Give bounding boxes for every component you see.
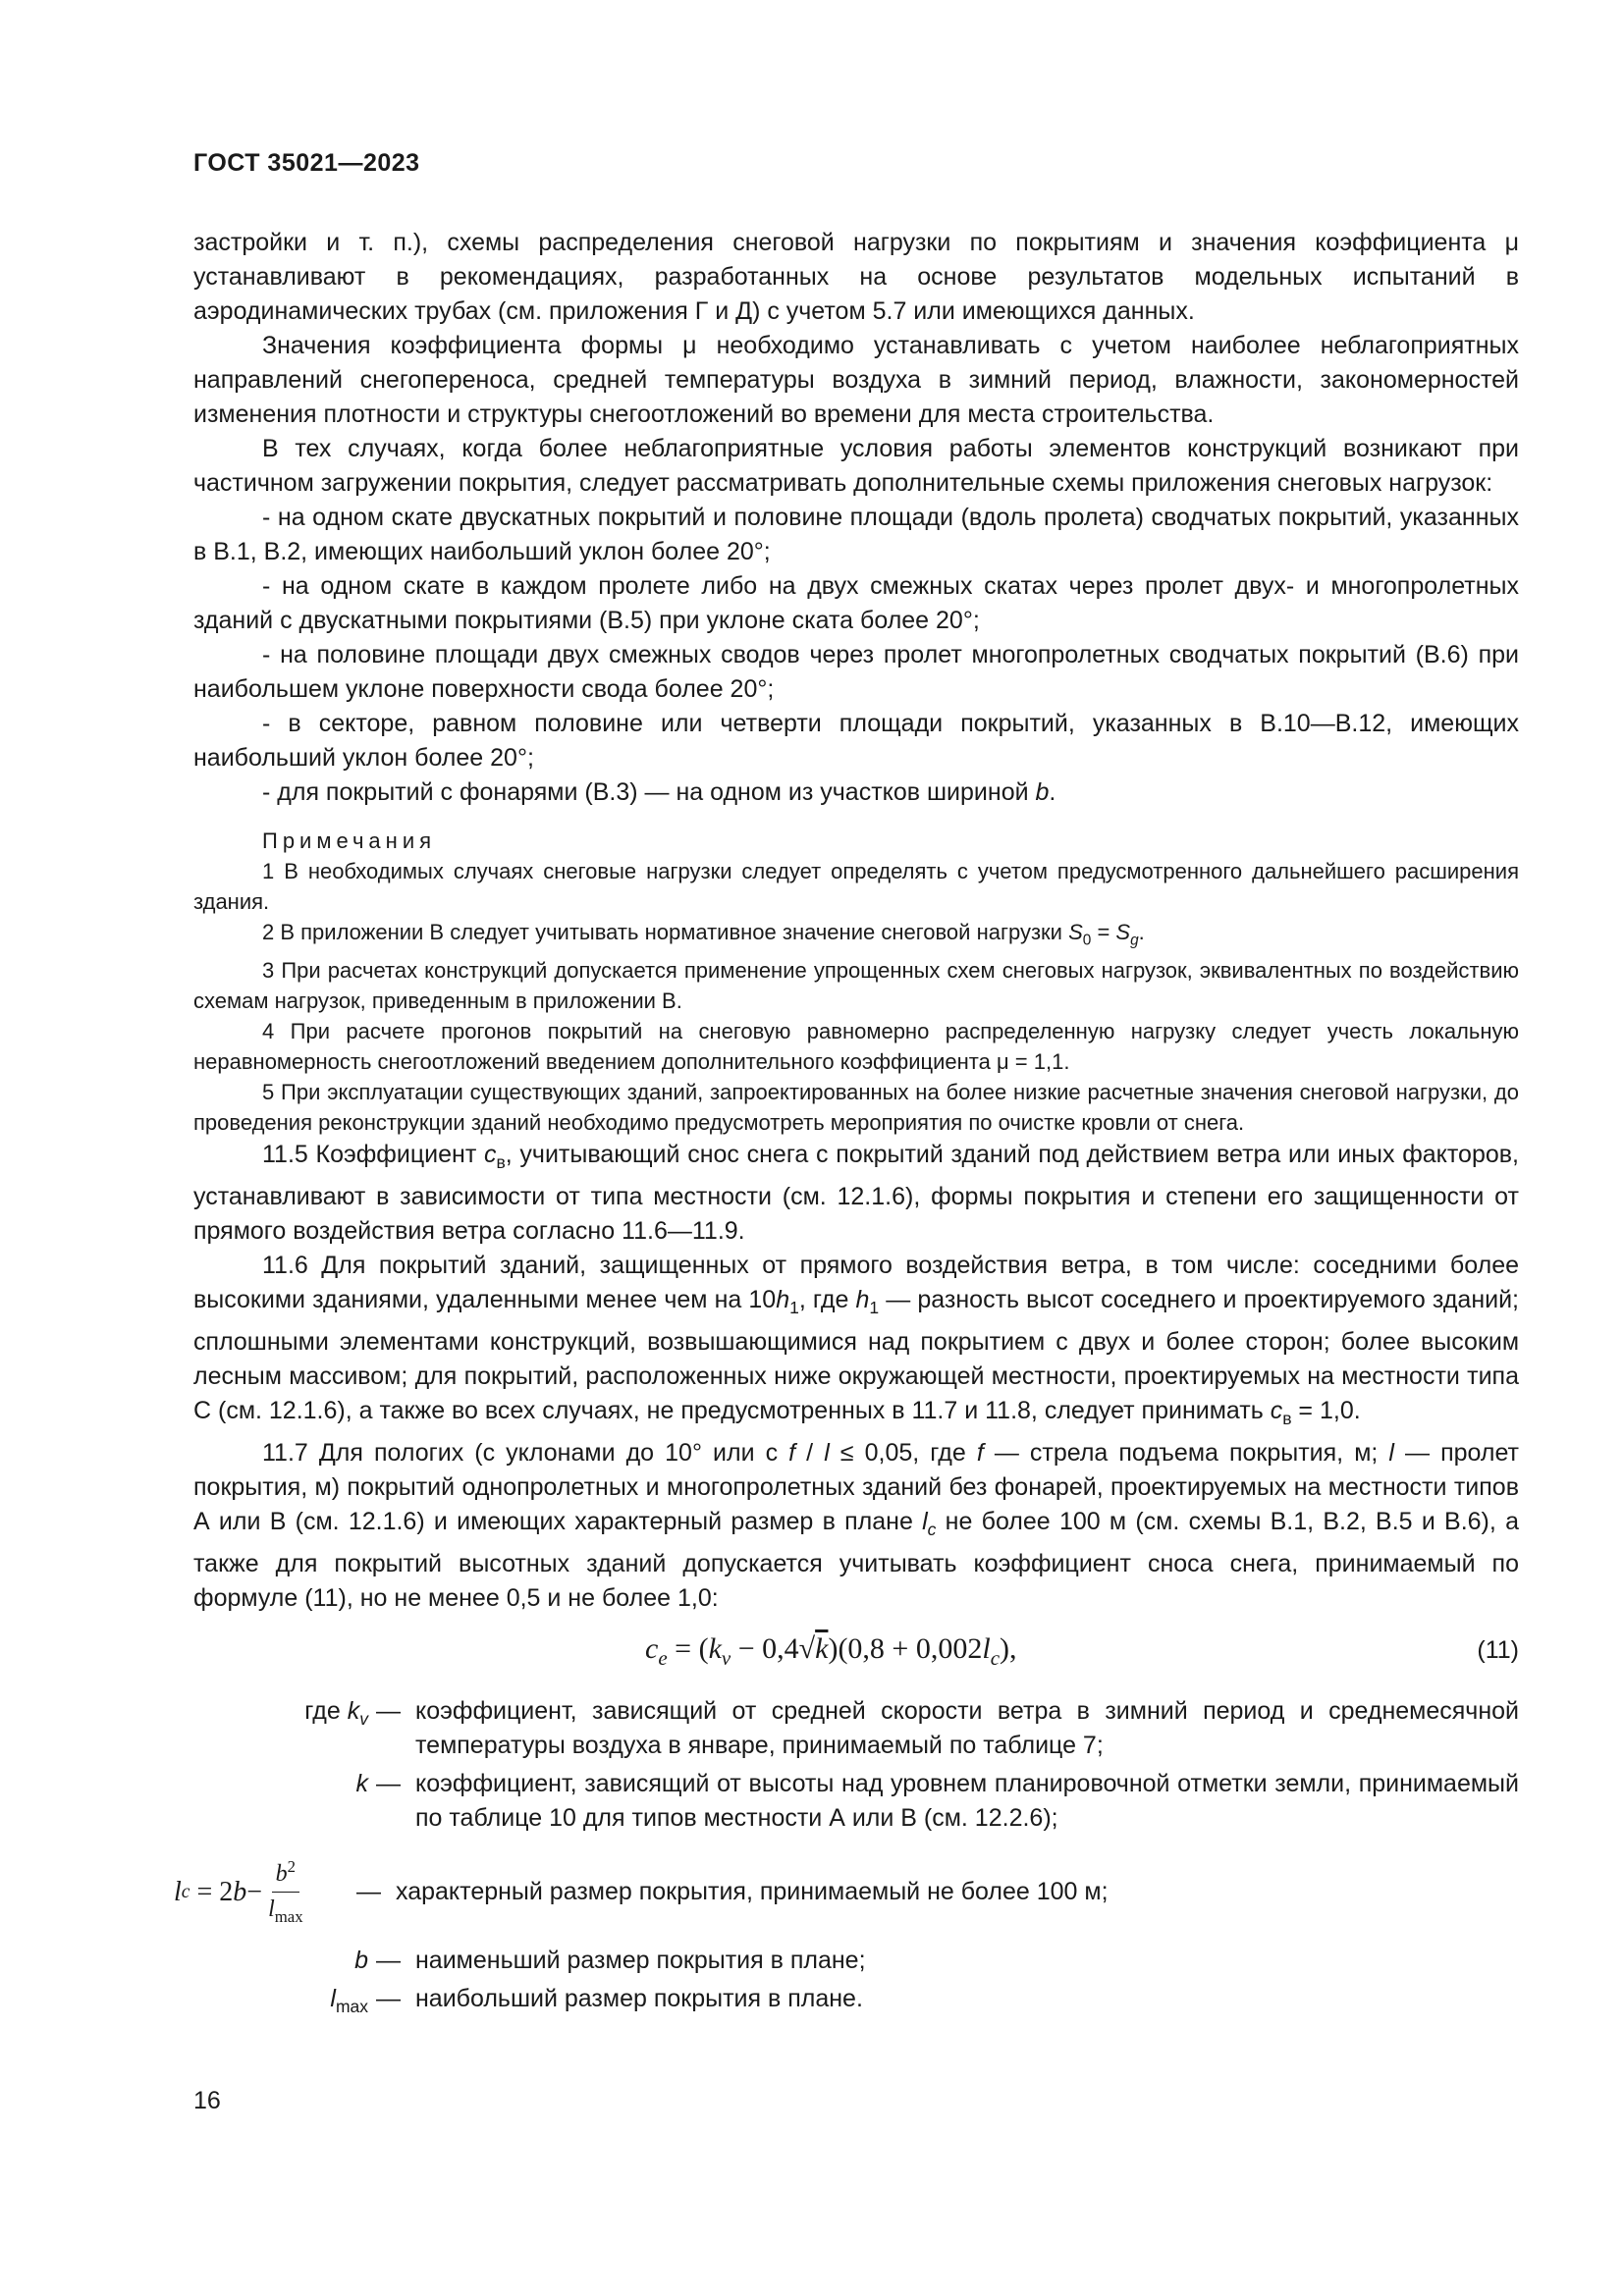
note-item: 1 В необходимых случаях снеговые нагрузки следует определять с учетом предусмотренного дальнейшего расширения здания. bbox=[193, 859, 1519, 914]
paragraph-1: застройки и т. п.), схемы распределения снеговой нагрузки по покрытиям и значения коэффициента μ устанавливают в рекомендациях, разработанных на основе результатов модельных испытаний в аэродинамических трубах (см. приложения Г и Д) с учетом 5.7 или имеющихся данных. bbox=[193, 229, 1519, 325]
definition-b: b — наименьший размер покрытия в плане; bbox=[354, 1947, 866, 1975]
note-item: 3 При расчетах конструкций допускается применение упрощенных схем снеговых нагрузок, эквивалентных по воздействию схемам нагрузок, приведенным в приложении В. bbox=[193, 958, 1519, 1014]
notes-block bbox=[193, 826, 1519, 1138]
section-11-5: 11.5 Коэффициент $c_в$, учитывающий снос снега с покрытий зданий под действием ветра или иных факторов, устанавливают в зависимости от типа местности (см. 12.1.6), формы покрытия и степени его защищенности от прямого воздействия ветра согласно 11.6—11.9. bbox=[193, 1141, 1519, 1246]
document-body bbox=[174, 226, 1520, 2028]
definitions-list bbox=[174, 1694, 1519, 2024]
section-11-7: 11.7 Для пологих (с уклонами до 10° или с f / l ≤ 0,05, где f — стрела подъема покрытия, м; l — пролет покрытия, м) покрытий однопролетных и многопролетных зданий без фонарей, проектируемых на местности типов А или В (см. 12.1.6) и имеющих характерный размер в плане $l_c$ не более 100 м (см. схемы В.1, В.2, В.5 и В.6), а также для покрытий высотных зданий допускается учитывать коэффициент сноса снега, принимаемый по формуле (11), но не менее 0,5 и не более 1,0: bbox=[193, 1439, 1519, 1613]
paragraph-2: Значения коэффициента формы μ необходимо устанавливать с учетом наиболее неблагоприятных направлений снегопереноса, средней температуры воздуха в зимний период, влажности, закономерностей изменения плотности и структуры снегоотложений во времени для места строительства. bbox=[193, 332, 1519, 428]
definition-k: k — коэффициент, зависящий от высоты над уровнем планировочной отметки земли, принимаемый по таблице 10 для типов местности А или В (см. 12.2.6); bbox=[355, 1770, 1519, 1833]
list-item: - на одном скате двускатных покрытий и половине площади (вдоль пролета) сводчатых покрытий, указанных в В.1, В.2, имеющих наибольший уклон более 20°; bbox=[193, 504, 1519, 565]
list-item: - на одном скате в каждом пролете либо на двух смежных скатах через пролет двух- и многопролетных зданий с двускатными покрытиями (В.5) при уклоне ската более 20°; bbox=[193, 572, 1519, 634]
list-item: - на половине площади двух смежных сводов через пролет многопролетных сводчатых покрытий (В.6) при наибольшем уклоне поверхности свода более 20°; bbox=[193, 641, 1519, 703]
section-11-6: 11.6 Для покрытий зданий, защищенных от прямого воздействия ветра, в том числе: соседними более высокими зданиями, удаленными менее чем на $10h_1$, где $h_1$ — разность высот соседнего и проектируемого зданий; сплошными элементами конструкций, возвышающимися над покрытием с двух и более сторон; более высоким лесным массивом; для покрытий, расположенных ниже окружающей местности, проектируемых на местности типа С (см. 12.1.6), а также во всех случаях, не предусмотренных в 11.7 и 11.8, следует принимать $c_в = 1,0$. bbox=[193, 1252, 1520, 1429]
definition-lmax: $l_{max}$ — наибольший размер покрытия в плане. bbox=[330, 1985, 863, 2017]
formula-number: (11) bbox=[1477, 1636, 1519, 1665]
note-item: 5 При эксплуатации существующих зданий, запроектированных на более низкие расчетные значения снеговой нагрузки, до проведения реконструкции зданий необходимо предусмотреть мероприятия по очистке кровли от снега. bbox=[193, 1080, 1519, 1136]
notes-title: Примечания bbox=[262, 828, 437, 853]
lc-formula: l c = 2 b − $\frac{b^2}{l_{max}}$ bbox=[174, 1849, 356, 1934]
definition-kv: где $k_v$ — коэффициент, зависящий от средней скорости ветра в зимний период и среднемесячной температуры воздуха в январе, принимаемый по таблице 7; bbox=[304, 1697, 1519, 1760]
paragraph-3: В тех случаях, когда более неблагоприятные условия работы элементов конструкций возникают при частичном загружении покрытия, следует рассматривать дополнительные схемы приложения снеговых нагрузок: bbox=[193, 435, 1519, 497]
list-item: - для покрытий с фонарями (В.3) — на одном из участков шириной b. bbox=[262, 778, 1056, 806]
page-number: 16 bbox=[193, 2087, 221, 2114]
note-item: 4 При расчете прогонов покрытий на снеговую равномерно распределенную нагрузку следует учесть локальную неравномерность снегоотложений введением дополнительного коэффициента μ = 1,1. bbox=[193, 1019, 1519, 1075]
formula-expression: $c_e = (k_v - 0,4√k)(0,8 + 0,002l_c)$, bbox=[645, 1632, 1017, 1671]
document-header: ГОСТ 35021—2023 bbox=[193, 149, 420, 177]
list-item: - в секторе, равном половине или четверти площади покрытий, указанных в В.10—В.12, имеющих наибольший уклон более 20°; bbox=[193, 710, 1519, 772]
note-item: 2 В приложении В следует учитывать нормативное значение снеговой нагрузки $S_0 = S_g$. bbox=[262, 920, 1145, 949]
definition-lc: l c = 2 b − $\frac{b^2}{l_{max}}$ — характерный размер покрытия, принимаемый не более 100 м; bbox=[193, 1849, 1519, 1934]
formula-11 bbox=[193, 1626, 1519, 1681]
